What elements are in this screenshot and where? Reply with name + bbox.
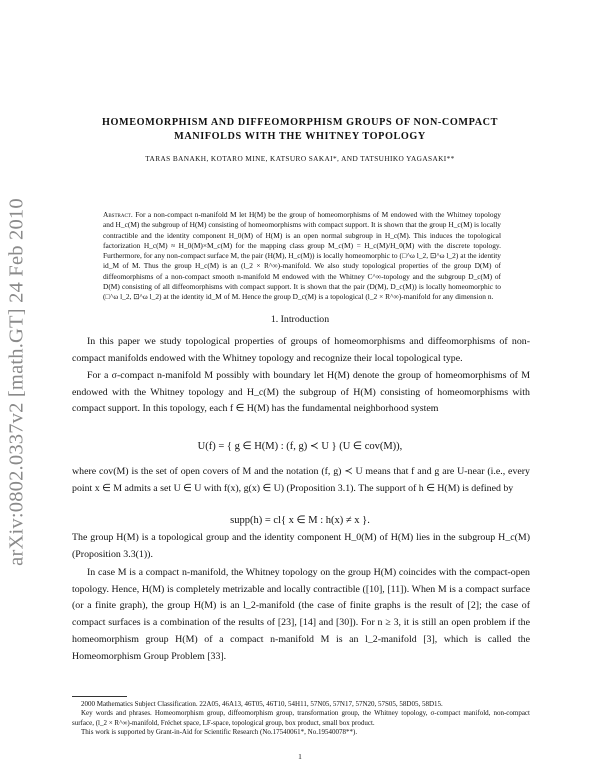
arxiv-id-text: arXiv:0802.0337v2 [math.GT] 24 Feb 2010: [5, 198, 28, 566]
intro-paragraph-3: [72, 464, 530, 497]
footnote-support: This work is supported by Grant-in-Aid for Scientific Research (No.17540061*, No.19540078**).: [81, 728, 358, 737]
intro-paragraph-2: [72, 368, 530, 418]
footnotes: [72, 700, 530, 738]
intro-paragraph-4: [72, 530, 530, 563]
abstract-text: For a non-compact n-manifold M let H(M) be the group of homeomorphisms of M endowed with the Whitney topology and H_c(M) the subgroup of H(M) consisting of homeomorphisms with compact support. It is shown that the group H_c(M) is locally contractible and the identity component H_0(M) of H(M) is an open normal subgroup in H_c(M). This induces the topological factorization H_c(M) ≈ H_0(M)×M_c(M) for the mapping class group M_c(M) = H_c(M)/H_0(M) with the discrete topology. Furthermore, for any non-compact surface M, the pair (H(M), H_c(M)) is locally homeomorphic to (□^ω l_2, ⊡^ω l_2) at the identity id_M of M. Thus the group H_c(M) is an (l_2 × R^∞)-manifold. We also study topological properties of the group D(M) of diffeomorphisms of a non-compact smooth n-manifold M endowed with the Whitney C^∞-topology and the subgroup D_c(M) of D(M) consisting of all diffeomorphisms with compact support. It is shown that the pair (D(M), D_c(M)) is locally homeomorphic to (□^ω l_2, ⊡^ω l_2) at the identity id_M of M. Hence the group D_c(M) is a topological (l_2 × R^∞)-manifold for any dimension n.: [103, 210, 501, 302]
intro-paragraph-5: [72, 565, 530, 665]
paper-title-line-2: MANIFOLDS WITH THE WHITNEY TOPOLOGY: [174, 131, 426, 142]
author-list: TARAS BANAKH, KOTARO MINE, KATSURO SAKAI*, AND TATSUHIKO YAGASAKI**: [145, 154, 455, 163]
paragraph-text: For a σ-compact n-manifold M possibly with boundary let H(M) denote the group of homeomorphisms of M endowed with the Whitney topology and H_c(M) the subgroup of H(M) consisting of homeomorphisms with compact support. In this topology, each f ∈ H(M) has the fundamental neighborhood system: [72, 370, 530, 415]
paper-title-line-1: HOMEOMORPHISM AND DIFFEOMORPHISM GROUPS OF NON-COMPACT: [101, 117, 498, 128]
paragraph-text: The group H(M) is a topological group and the identity component H_0(M) of H(M) lies in the subgroup H_c(M) (Proposition 3.3(1)).: [72, 532, 530, 560]
section-heading-introduction: 1. Introduction: [270, 314, 330, 325]
paragraph-text: In case M is a compact n-manifold, the Whitney topology on the group H(M) coincides with the compact-open topology. Hence, H(M) is completely metrizable and locally contractible ([10], [11]). When M is a compact surface (or a finite graph), the group H(M) is an l_2-manifold (the case of finite graphs is the result of [2]; the case of compact surfaces is a combination of the results of [23], [14] and [30]). For n ≥ 3, it is still an open problem if the homeomorphism group H(M) of a compact n-manifold M is an l_2-manifold [3], which is called the Homeomorphism Group Problem [33].: [72, 567, 530, 662]
abstract-label: Abstract.: [103, 210, 133, 219]
footnote-msc: 2000 Mathematics Subject Classification. 22A05, 46A13, 46T05, 46T10, 54H11, 57N05, 57N17, 57N20, 57S05, 58D05, 58D15.: [81, 700, 443, 708]
abstract: [103, 210, 501, 303]
footnote-keywords: Key words and phrases. Homeomorphism group, diffeomorphism group, transformation group, the Whitney topology, σ-compact manifold, non-compact surface, (l_2 × R^∞)-manifold, Fréchet space, LF-space, topological group, box product, small box product.: [72, 709, 530, 727]
page-number: 1: [298, 752, 302, 761]
paragraph-text: In this paper we study topological properties of groups of homeomorphisms and diffeomorphisms of non-compact manifolds endowed with the Whitney topology and recognize their local topological type.: [72, 336, 530, 364]
equation-neighborhood-system: U(f) = { g ∈ H(M) : (f, g) ≺ U } (U ∈ cov(M)),: [197, 441, 403, 452]
footnote-divider: [72, 696, 127, 697]
intro-paragraph-1: [72, 334, 530, 367]
paragraph-text: where cov(M) is the set of open covers of M and the notation (f, g) ≺ U means that f and g are U-near (i.e., every point x ∈ M admits a set U ∈ U with f(x), g(x) ∈ U) (Proposition 3.1). The support of h ∈ H(M) is defined by: [72, 466, 530, 494]
equation-support-definition: supp(h) = cl{ x ∈ M : h(x) ≠ x }.: [230, 515, 370, 526]
